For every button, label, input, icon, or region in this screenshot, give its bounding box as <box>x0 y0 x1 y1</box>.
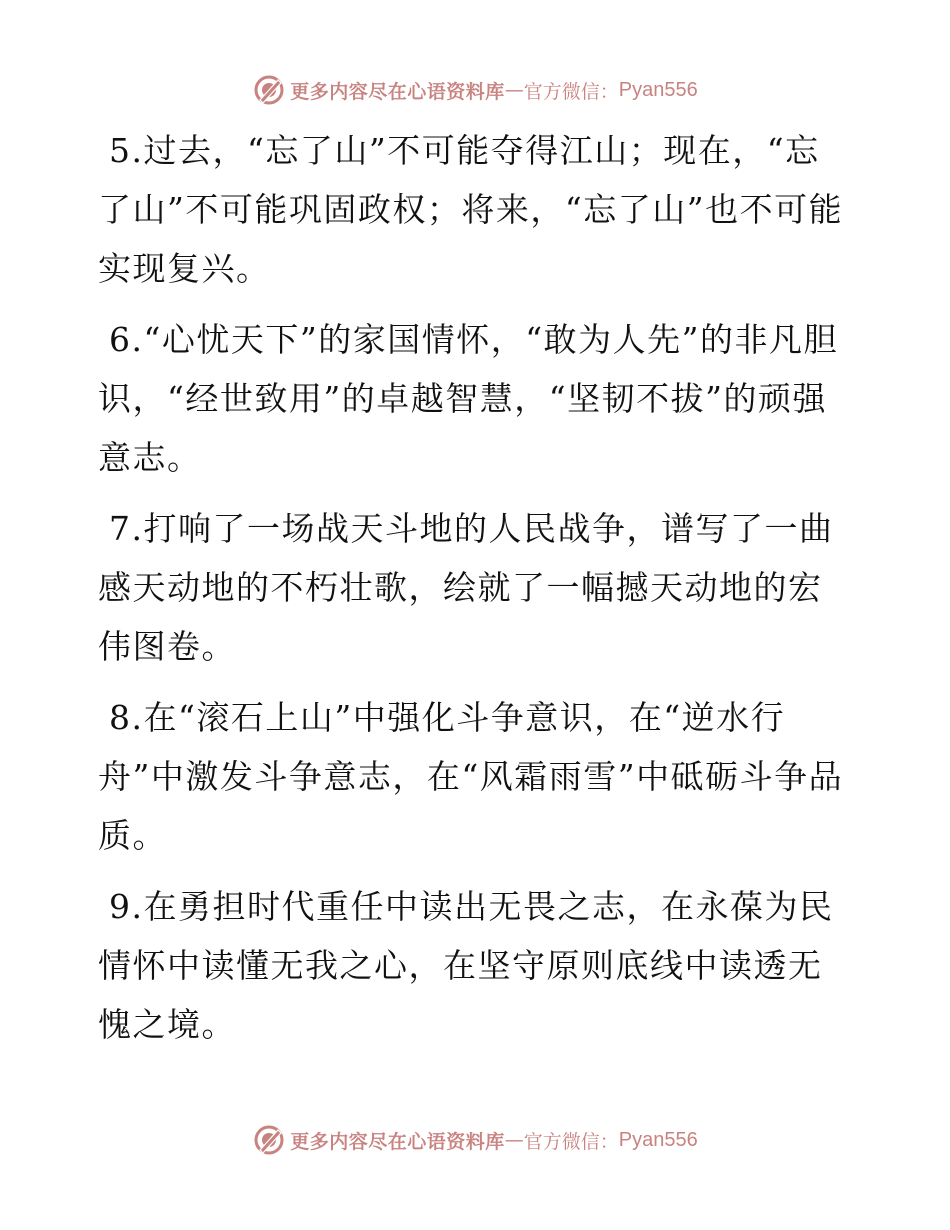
paragraph-7: 7.打响了一场战天斗地的人民战争，谱写了一曲感天动地的不朽壮歌，绘就了一幅撼天动地的宏伟图卷。 <box>98 509 834 666</box>
paragraph-5: 5.过去，“忘了山”不可能夺得江山；现在，“忘了山”不可能巩固政权；将来，“忘了山”也不可能实现复兴。 <box>98 131 844 288</box>
header-dash: — <box>504 79 524 101</box>
header-wechat-label: 官方微信： <box>523 80 619 103</box>
paragraph-8: 8.在“滚石上山”中强化斗争意识，在“逆水行舟”中激发斗争意志，在“风霜雨雪”中砥砺斗争品质。 <box>98 698 844 855</box>
header-watermark <box>0 70 950 110</box>
footer-dash: — <box>504 1129 524 1151</box>
footer-wechat-id: Pyan556 <box>618 1128 698 1151</box>
paragraph-6: 6.“心忧天下”的家国情怀，“敢为人先”的非凡胆识，“经世致用”的卓越智慧，“坚韧不拔”的顽强意志。 <box>98 320 838 477</box>
header-wechat-id: Pyan556 <box>618 78 698 101</box>
pen-logo-icon <box>252 1123 286 1157</box>
footer-wechat-label: 官方微信： <box>523 1130 619 1153</box>
document-body <box>98 121 850 1066</box>
footer-banner-text: 更多内容尽在心语资料库 <box>290 1130 505 1153</box>
pen-logo-icon <box>252 73 286 107</box>
header-banner-text: 更多内容尽在心语资料库 <box>290 80 505 103</box>
paragraph-9: 9.在勇担时代重任中读出无畏之志，在永葆为民情怀中读懂无我之心，在坚守原则底线中读透无愧之境。 <box>98 887 834 1044</box>
footer-watermark <box>0 1120 950 1160</box>
